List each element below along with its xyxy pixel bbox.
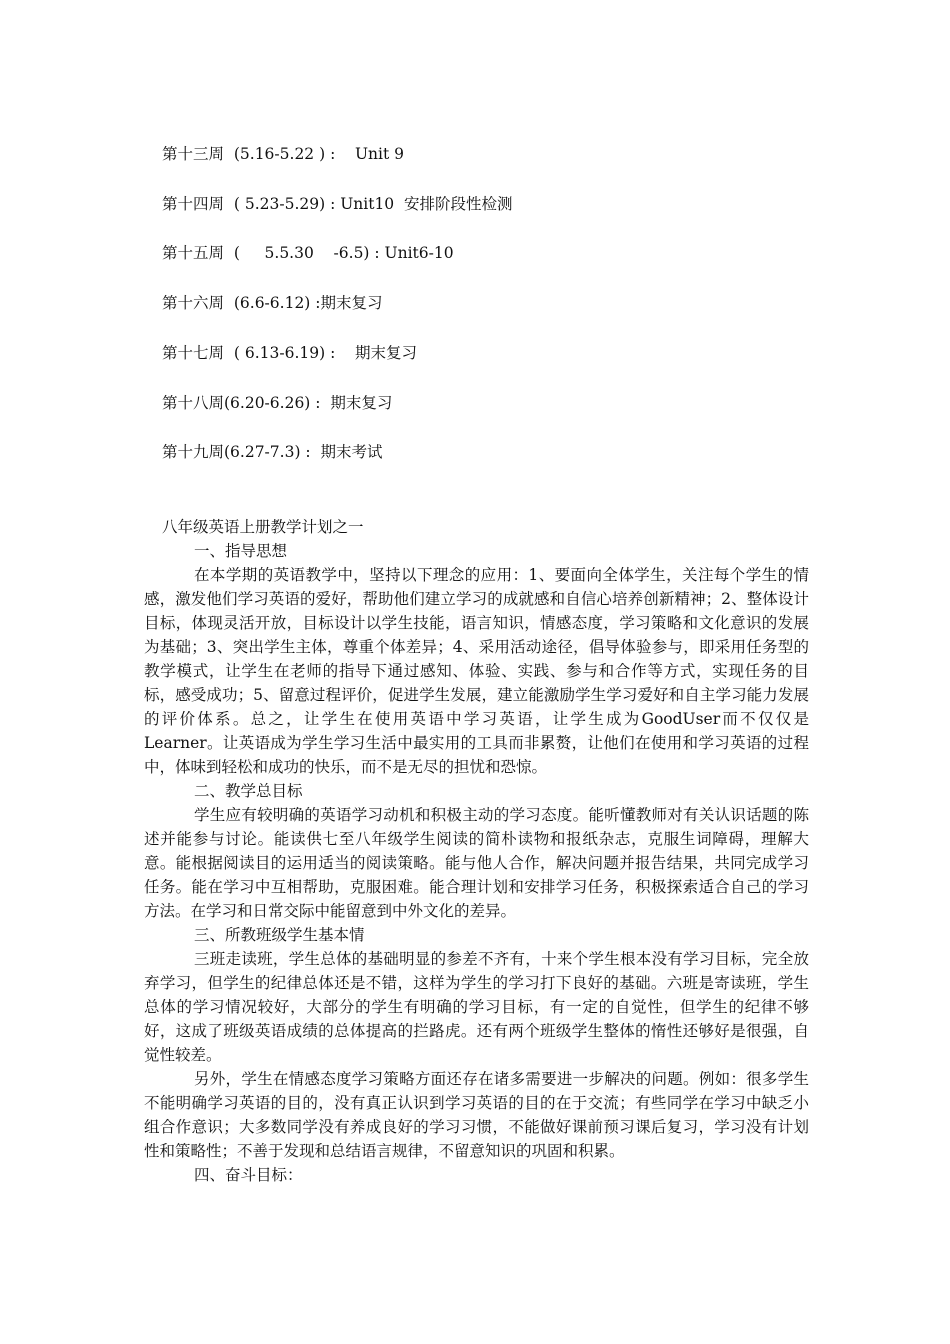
- document-body: [144, 539, 809, 1187]
- schedule-line-week-17: 第十七周 ( 6.13-6.19) : 期末复习: [162, 344, 417, 362]
- paragraph-class-situation: 三班走读班，学生总体的基础明显的参差不齐有，十来个学生根本没有学习目标，完全放弃学习，但学生的纪律总体还是不错，这样为学生的学习打下良好的基础。六班是寄读班，学生总体的学习情况较好，大部分的学生有明确的学习目标，有一定的自觉性，但学生的纪律不够好，这成了班级英语成绩的总体提高的拦路虎。还有两个班级学生整体的惰性还够好是很强，自觉性较差。: [144, 950, 809, 1064]
- schedule-line-week-16: 第十六周 (6.6-6.12) :期末复习: [162, 294, 383, 312]
- schedule-line-week-13: 第十三周 (5.16-5.22 ) : Unit 9: [162, 145, 405, 163]
- section-heading-objectives: 四、奋斗目标：: [194, 1166, 303, 1184]
- schedule-line-week-14: 第十四周 ( 5.23-5.29) : Unit10 安排阶段性检测: [162, 195, 513, 213]
- section-heading-teaching-goals: 二、教学总目标: [194, 782, 303, 800]
- section-heading-guiding-thought: 一、指导思想: [194, 542, 288, 560]
- schedule-line-week-19: 第十九周(6.27-7.3) : 期末考试: [162, 443, 383, 461]
- schedule-line-week-18: 第十八周(6.20-6.26) : 期末复习: [162, 394, 393, 412]
- paragraph-teaching-goals: 学生应有较明确的英语学习动机和积极主动的学习态度。能听懂教师对有关认识话题的陈述并能参与讨论。能读供七至八年级学生阅读的简朴读物和报纸杂志，克服生词障碍，理解大意。能根据阅读目的运用适当的阅读策略。能与他人合作，解决问题并报告结果，共同完成学习任务。能在学习中互相帮助，克服困难。能合理计划和安排学习任务，积极探索适合自己的学习方法。在学习和日常交际中能留意到中外文化的差异。: [144, 806, 809, 920]
- paragraph-guiding-thought: 在本学期的英语教学中，坚持以下理念的应用：1、要面向全体学生，关注每个学生的情感，激发他们学习英语的爱好，帮助他们建立学习的成就感和自信心培养创新精神；2、整体设计目标，体现灵活开放，目标设计以学生技能，语言知识，情感态度，学习策略和文化意识的发展为基础；3、突出学生主体，尊重个体差异；4、采用活动途径，倡导体验参与，即采用任务型的教学模式，让学生在老师的指导下通过感知、体验、实践、参与和合作等方式，实现任务的目标，感受成功；5、留意过程评价，促进学生发展，建立能激励学生学习爱好和自主学习能力发展的评价体系。总之，让学生在使用英语中学习英语，让学生成为GoodUser而不仅仅是Learner。让英语成为学生学习生活中最实用的工具而非累赘，让他们在使用和学习英语的过程中，体味到轻松和成功的快乐，而不是无尽的担忧和恐惊。: [144, 566, 809, 776]
- paragraph-learning-issues: 另外，学生在情感态度学习策略方面还存在诸多需要进一步解决的问题。例如：很多学生不能明确学习英语的目的，没有真正认识到学习英语的目的在于交流；有些同学在学习中缺乏小组合作意识；大多数同学没有养成良好的学习习惯，不能做好课前预习课后复习，学习没有计划性和策略性；不善于发现和总结语言规律，不留意知识的巩固和积累。: [144, 1070, 809, 1160]
- document-title: 八年级英语上册教学计划之一: [162, 518, 364, 536]
- schedule-line-week-15: 第十五周 ( 5.5.30 -6.5) : Unit6-10: [162, 244, 454, 262]
- section-heading-class-situation: 三、所教班级学生基本情: [194, 926, 365, 944]
